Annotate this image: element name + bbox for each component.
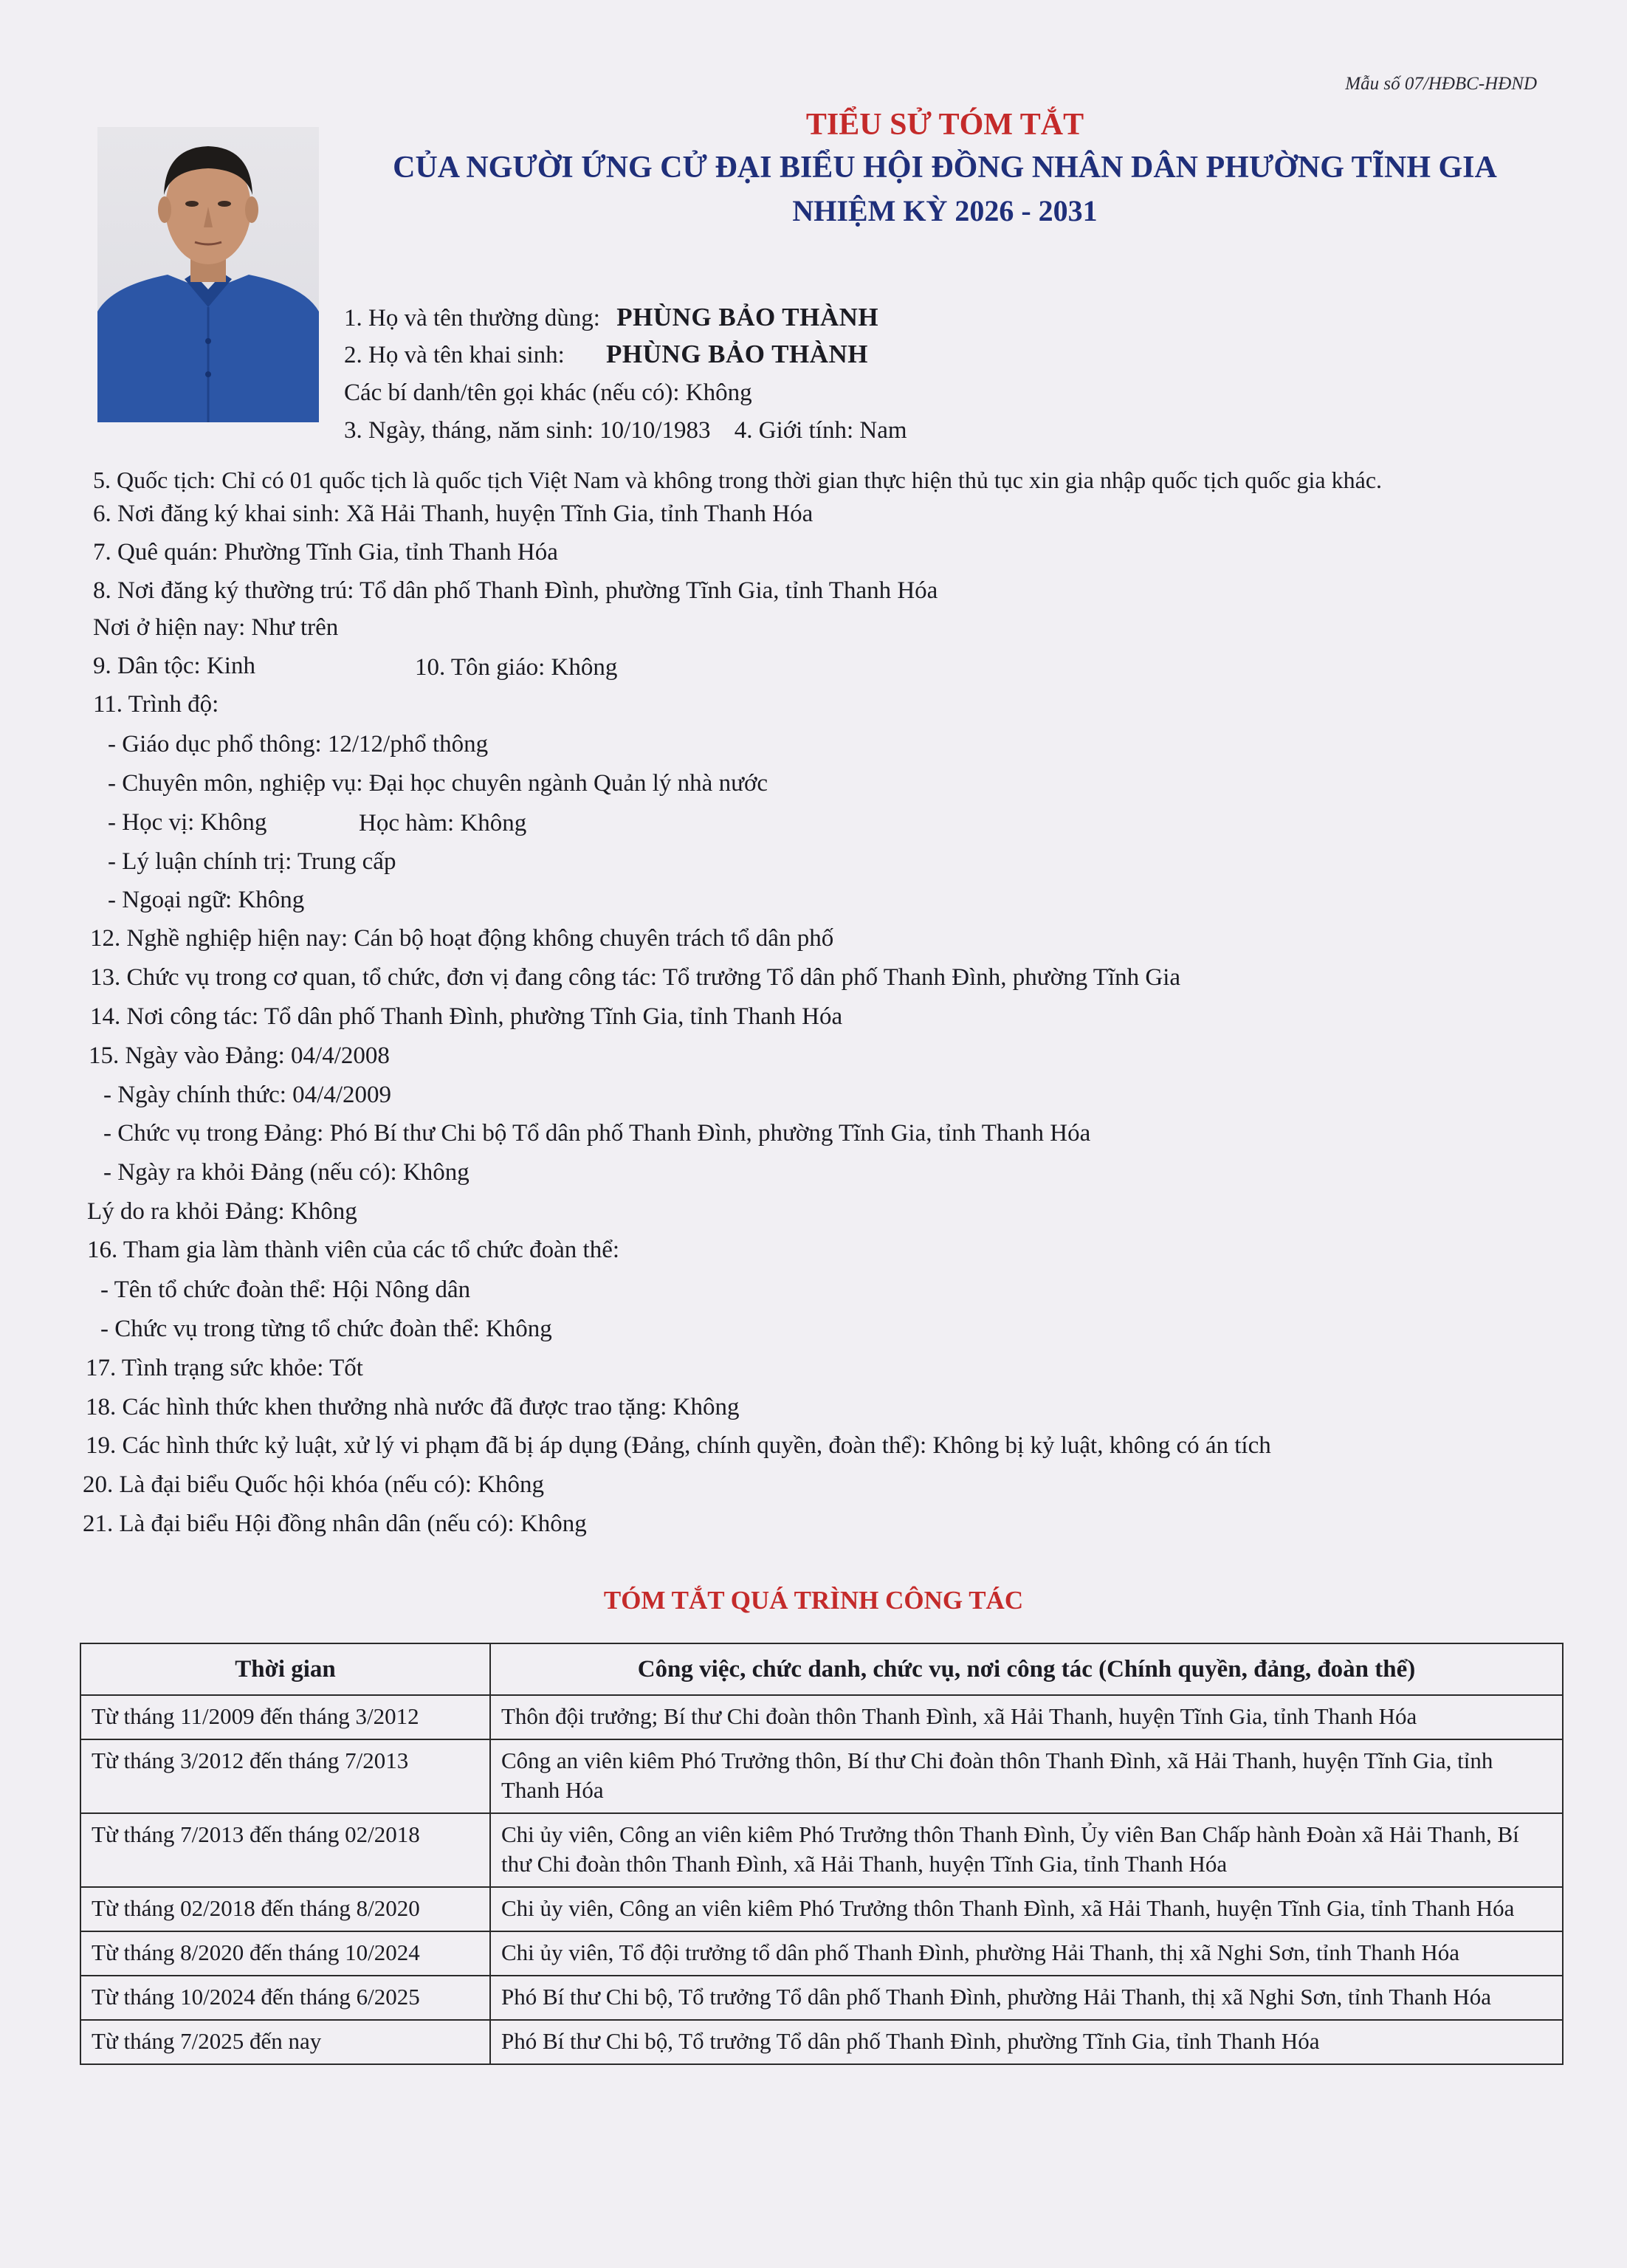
document-term: NHIỆM KỲ 2026 - 2031 <box>792 194 1098 227</box>
table-row <box>80 1931 1563 1976</box>
field-hometown: 7. Quê quán: Phường Tĩnh Gia, tỉnh Thanh Hóa <box>93 539 558 566</box>
work-cell: Chi ủy viên, Tổ đội trưởng tổ dân phố Thanh Đình, phường Hải Thanh, thị xã Nghi Sơn, tỉnh Thanh Hóa <box>490 1931 1563 1976</box>
field-common-name <box>344 303 878 333</box>
field-occupation: 12. Nghề nghiệp hiện nay: Cán bộ hoạt động không chuyên trách tổ dân phố <box>90 925 834 952</box>
field-organization-role: - Chức vụ trong từng tổ chức đoàn thể: Không <box>100 1316 552 1342</box>
time-cell: Từ tháng 3/2012 đến tháng 7/2013 <box>80 1739 490 1813</box>
column-header-work: Công việc, chức danh, chức vụ, nơi công tác (Chính quyền, đảng, đoàn thể) <box>490 1643 1563 1695</box>
time-cell: Từ tháng 10/2024 đến tháng 6/2025 <box>80 1976 490 2020</box>
field-label: 2. Họ và tên khai sinh: <box>344 342 565 368</box>
candidate-photo <box>97 127 319 422</box>
field-organization-name: - Tên tổ chức đoàn thể: Hội Nông dân <box>100 1276 471 1303</box>
field-birth-date <box>344 416 907 445</box>
field-academic-title: Học hàm: Không <box>359 810 527 836</box>
field-party-leave-date: - Ngày ra khỏi Đảng (nếu có): Không <box>103 1159 469 1186</box>
work-history-title: TÓM TẮT QUÁ TRÌNH CÔNG TÁC <box>603 1586 1024 1615</box>
field-political-theory: - Lý luận chính trị: Trung cấp <box>108 848 396 875</box>
field-nationality: 5. Quốc tịch: Chỉ có 01 quốc tịch là quốc tịch Việt Nam và không trong thời gian thực hiện thủ tục xin gia nhập quốc tịch quốc gia khác. <box>93 467 1383 493</box>
work-cell: Thôn đội trưởng; Bí thư Chi đoàn thôn Thanh Đình, xã Hải Thanh, huyện Tĩnh Gia, tỉnh Thanh Hóa <box>490 1695 1563 1739</box>
field-birth-registration: 6. Nơi đăng ký khai sinh: Xã Hải Thanh, huyện Tĩnh Gia, tỉnh Thanh Hóa <box>93 501 814 527</box>
field-organizations: 16. Tham gia làm thành viên của các tổ chức đoàn thể: <box>87 1237 620 1263</box>
field-workplace: 14. Nơi công tác: Tổ dân phố Thanh Đình, phường Tĩnh Gia, tỉnh Thanh Hóa <box>90 1003 843 1030</box>
work-cell: Công an viên kiêm Phó Trưởng thôn, Bí thư Chi đoàn thôn Thanh Đình, xã Hải Thanh, huyện Tĩnh Gia, tỉnh Thanh Hóa <box>490 1739 1563 1813</box>
document-subtitle: CỦA NGƯỜI ỨNG CỬ ĐẠI BIỂU HỘI ĐỒNG NHÂN DÂN PHƯỜNG TĨNH GIA <box>393 151 1497 185</box>
field-religion: 10. Tôn giáo: Không <box>415 654 618 681</box>
field-value: PHÙNG BẢO THÀNH <box>606 340 868 368</box>
column-header-time: Thời gian <box>80 1643 490 1695</box>
table-row <box>80 1887 1563 1931</box>
work-history-table <box>80 1643 1564 2065</box>
field-birth-date-text: 3. Ngày, tháng, năm sinh: 10/10/1983 <box>344 417 711 444</box>
field-value: PHÙNG BẢO THÀNH <box>616 303 879 331</box>
field-peoples-council: 21. Là đại biểu Hội đồng nhân dân (nếu có): Không <box>83 1511 587 1537</box>
field-alias: Các bí danh/tên gọi khác (nếu có): Không <box>344 379 752 406</box>
time-cell: Từ tháng 7/2025 đến nay <box>80 2020 490 2064</box>
field-party-join-date: 15. Ngày vào Đảng: 04/4/2008 <box>89 1042 390 1069</box>
field-discipline: 19. Các hình thức kỷ luật, xử lý vi phạm đã bị áp dụng (Đảng, chính quyền, đoàn thể): Không bị kỷ luật, không có án tích <box>86 1432 1271 1459</box>
work-cell: Phó Bí thư Chi bộ, Tổ trưởng Tổ dân phố Thanh Đình, phường Tĩnh Gia, tỉnh Thanh Hóa <box>490 2020 1563 2064</box>
time-cell: Từ tháng 11/2009 đến tháng 3/2012 <box>80 1695 490 1739</box>
time-cell: Từ tháng 8/2020 đến tháng 10/2024 <box>80 1931 490 1976</box>
field-specialty: - Chuyên môn, nghiệp vụ: Đại học chuyên ngành Quản lý nhà nước <box>108 770 768 797</box>
table-row <box>80 1739 1563 1813</box>
field-current-residence: Nơi ở hiện nay: Như trên <box>93 614 339 641</box>
work-cell: Phó Bí thư Chi bộ, Tổ trưởng Tổ dân phố Thanh Đình, phường Hải Thanh, thị xã Nghi Sơn, tỉnh Thanh Hóa <box>490 1976 1563 2020</box>
field-birth-name <box>344 340 868 370</box>
field-ethnicity: 9. Dân tộc: Kinh <box>93 653 255 679</box>
field-permanent-residence: 8. Nơi đăng ký thường trú: Tổ dân phố Thanh Đình, phường Tĩnh Gia, tỉnh Thanh Hóa <box>93 577 938 604</box>
table-header-row <box>80 1643 1563 1695</box>
field-foreign-language: - Ngoại ngữ: Không <box>108 887 305 913</box>
document-title: TIỂU SỬ TÓM TẮT <box>805 108 1084 142</box>
time-cell: Từ tháng 7/2013 đến tháng 02/2018 <box>80 1813 490 1887</box>
table-row <box>80 2020 1563 2064</box>
field-party-leave-reason: Lý do ra khỏi Đảng: Không <box>87 1198 357 1225</box>
field-party-official-date: - Ngày chính thức: 04/4/2009 <box>103 1082 391 1108</box>
field-health: 17. Tình trạng sức khỏe: Tốt <box>86 1355 363 1381</box>
field-academic-degree: - Học vị: Không <box>108 809 267 836</box>
table-row <box>80 1813 1563 1887</box>
document-header <box>295 103 1595 233</box>
form-code: Mẫu số 07/HĐBC-HĐND <box>1345 74 1537 94</box>
table-row <box>80 1976 1563 2020</box>
field-national-assembly: 20. Là đại biểu Quốc hội khóa (nếu có): Không <box>83 1471 545 1498</box>
table-row <box>80 1695 1563 1739</box>
field-awards: 18. Các hình thức khen thưởng nhà nước đã được trao tặng: Không <box>86 1394 740 1420</box>
work-cell: Chi ủy viên, Công an viên kiêm Phó Trưởng thôn Thanh Đình, xã Hải Thanh, huyện Tĩnh Gia, tỉnh Thanh Hóa <box>490 1887 1563 1931</box>
field-position: 13. Chức vụ trong cơ quan, tổ chức, đơn vị đang công tác: Tổ trưởng Tổ dân phố Thanh Đình, phường Tĩnh Gia <box>90 964 1181 991</box>
work-cell: Chi ủy viên, Công an viên kiêm Phó Trưởng thôn Thanh Đình, Ủy viên Ban Chấp hành Đoàn xã Hải Thanh, Bí thư Chi đoàn thôn Thanh Đình, xã Hải Thanh, huyện Tĩnh Gia, tỉnh Thanh Hóa <box>490 1813 1563 1887</box>
field-label: 1. Họ và tên thường dùng: <box>344 305 600 331</box>
field-party-position: - Chức vụ trong Đảng: Phó Bí thư Chi bộ Tổ dân phố Thanh Đình, phường Tĩnh Gia, tỉnh Thanh Hóa <box>103 1120 1091 1147</box>
field-gender: 4. Giới tính: Nam <box>734 417 907 444</box>
field-education-heading: 11. Trình độ: <box>93 691 219 718</box>
field-general-education: - Giáo dục phổ thông: 12/12/phổ thông <box>108 731 489 757</box>
time-cell: Từ tháng 02/2018 đến tháng 8/2020 <box>80 1887 490 1931</box>
